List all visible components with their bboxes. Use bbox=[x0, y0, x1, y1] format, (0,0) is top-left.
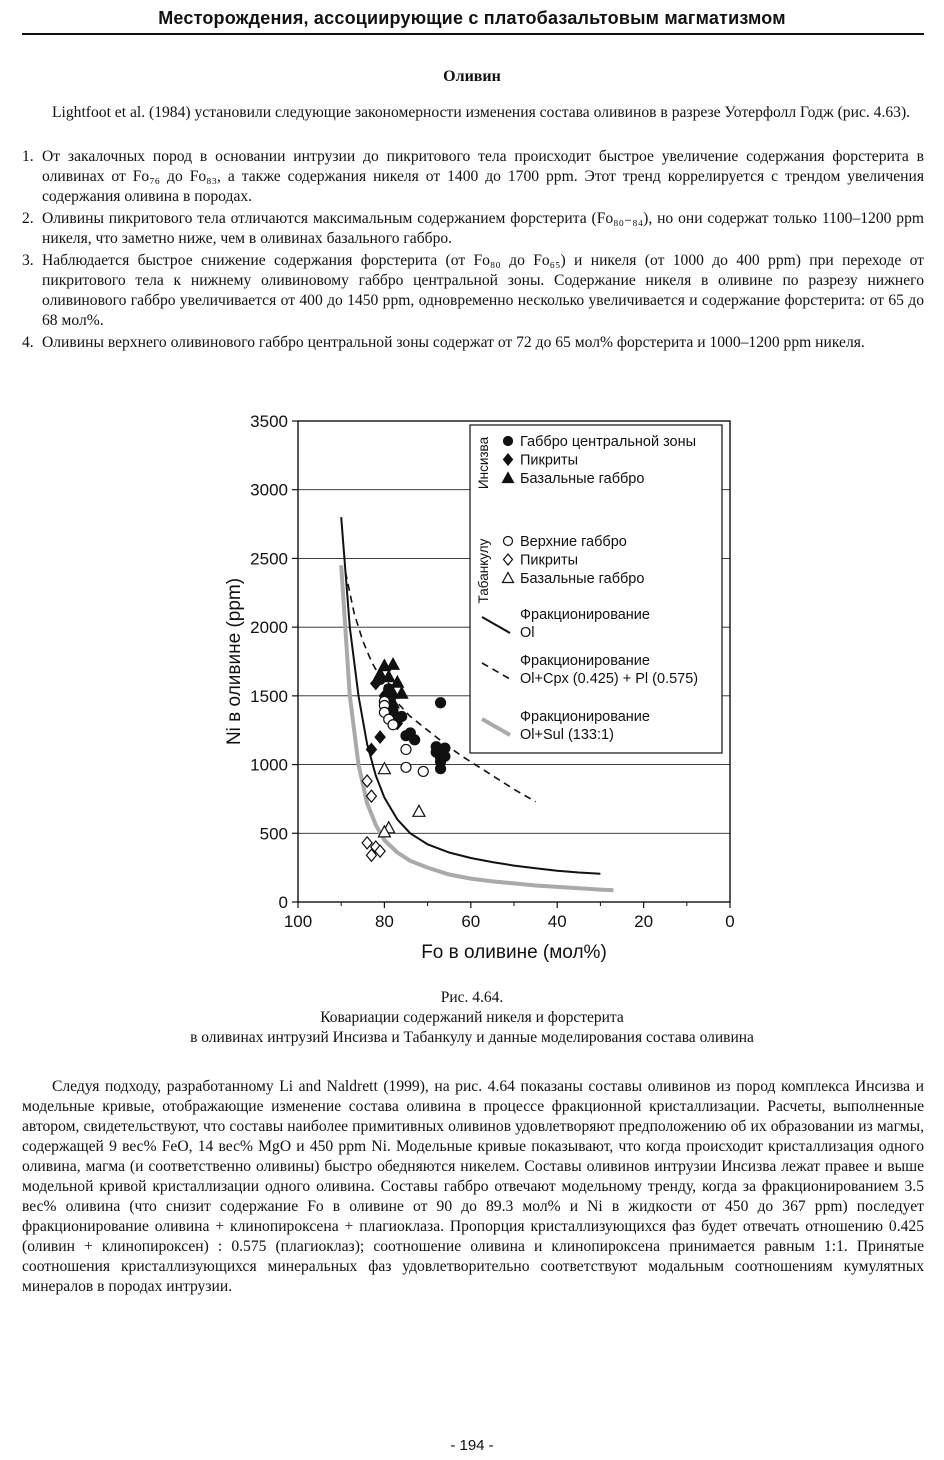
page-number: - 194 - bbox=[450, 1437, 494, 1454]
list-item-text: Наблюдается быстрое снижение содержания форстерита (от Fo₈₀ до Fo₆₅) и никеля (от 1000 до 400 ppm) при переходе от пикритового тела к нижнему оливиновому габбро центральной зоны. Содержание никеля в оливине по разрезу нижнего оливинового габбро увеличивается от 400 до 1450 ppm, одновременно несколько увеличивается и содержание форстерита: от 65 до 68 мол%. bbox=[42, 252, 924, 329]
legend-entry-label: Базальные габбро bbox=[520, 471, 645, 487]
running-title: Месторождения, ассоциирующие с платобазальтовым магматизмом bbox=[158, 8, 786, 28]
chart-legend bbox=[470, 425, 722, 753]
legend-marker bbox=[504, 537, 513, 546]
legend-line-label: Фракционирование bbox=[520, 709, 650, 725]
figure-number: Рис. 4.64. bbox=[440, 989, 504, 1006]
y-tick-label: 1500 bbox=[250, 686, 288, 706]
list-item bbox=[22, 333, 924, 353]
list-item-text: Оливины пикритового тела отличаются максимальным содержанием форстерита (Fo₈₀₋₈₄), но они содержат только 1100–1200 ppm никеля, что заметно ниже, чем в оливинах базального габбро. bbox=[42, 210, 924, 247]
legend-entry-label: Пикриты bbox=[520, 552, 579, 569]
findings-list bbox=[22, 147, 924, 355]
intro-paragraph: Lightfoot et al. (1984) установили следующие закономерности изменения состава оливинов в разрезе Уотерфолл Годж (рис. 4.63). bbox=[52, 104, 911, 121]
data-point bbox=[436, 764, 446, 774]
legend-entry-label: Верхние габбро bbox=[520, 534, 627, 550]
data-point bbox=[418, 766, 428, 776]
data-point bbox=[410, 735, 420, 745]
x-tick-label: 20 bbox=[634, 912, 654, 931]
legend-group-label: Табанкулу bbox=[476, 538, 491, 604]
legend-line-label: Ol bbox=[520, 625, 535, 641]
legend-line-label: Фракционирование bbox=[520, 653, 650, 669]
figure-caption bbox=[0, 988, 944, 1048]
legend-entry-label: Пикриты bbox=[520, 452, 579, 469]
legend-entry-label: Базальные габбро bbox=[520, 571, 645, 587]
section-title: Оливин bbox=[443, 68, 501, 85]
legend-entry-label: Габбро центральной зоны bbox=[520, 434, 697, 450]
list-item-number: 1. bbox=[22, 148, 34, 165]
header-rule bbox=[22, 33, 924, 35]
list-item-text: Оливины верхнего оливинового габбро центральной зоны содержат от 72 до 65 мол% форстерита и 1000–1200 ppm никеля. bbox=[42, 334, 865, 351]
list-item-number: 4. bbox=[22, 334, 34, 351]
list-item bbox=[22, 209, 924, 249]
x-axis-label: Fo в оливине (мол%) bbox=[421, 942, 607, 963]
data-point bbox=[388, 720, 398, 730]
list-item-text: От закалочных пород в основании интрузии до пикритового тела происходит быстрое увеличение содержания форстерита в оливинах от Fo₇₆ до Fo₈₃, а также содержания никеля от 1400 до 1700 ppm. Этот тренд коррелируется с трендом увеличения содержания оливина в породах. bbox=[42, 148, 924, 205]
figure-4-64 bbox=[210, 405, 750, 970]
data-point bbox=[413, 805, 425, 816]
legend-line-label: Ol+Sul (133:1) bbox=[520, 727, 614, 743]
legend-group-label: Инсизва bbox=[476, 436, 491, 490]
point-layer bbox=[362, 658, 450, 861]
data-point bbox=[440, 751, 450, 761]
x-tick-label: 0 bbox=[725, 912, 735, 931]
scatter-chart bbox=[210, 405, 750, 970]
y-axis-label: Ni в оливине (ppm) bbox=[224, 577, 245, 746]
x-tick-label: 100 bbox=[283, 912, 313, 931]
data-point bbox=[401, 762, 411, 772]
list-item-number: 3. bbox=[22, 252, 34, 269]
figure-caption-line-1: Ковариации содержаний никеля и форстерита bbox=[320, 1009, 624, 1026]
y-tick-label: 3000 bbox=[250, 480, 288, 500]
figure-caption-line-2: в оливинах интрузий Инсизва и Табанкулу и данные моделирования состава оливина bbox=[190, 1029, 754, 1046]
data-point bbox=[401, 744, 411, 754]
x-tick-label: 80 bbox=[374, 912, 394, 931]
data-point bbox=[396, 687, 408, 698]
x-tick-label: 60 bbox=[461, 912, 481, 931]
y-tick-label: 0 bbox=[278, 893, 288, 912]
y-tick-label: 2000 bbox=[250, 618, 288, 638]
y-tick-label: 500 bbox=[259, 824, 288, 844]
y-tick-label: 1000 bbox=[250, 755, 288, 775]
list-item bbox=[22, 147, 924, 207]
data-point bbox=[375, 731, 385, 743]
body-paragraph: Следуя подходу, разработанному Li and Naldrett (1999), на рис. 4.64 показаны составы оливинов из пород комплекса Инсизва и модельные кривые, отображающие изменение состава оливина в процессе фракционной кристаллизации. Расчеты, выполненные автором, свидетельствуют, что составы наиболее примитивных оливинов удовлетворяют предположению об их образовании из магмы, содержащей 9 вес% FeO, 14 вес% MgO и 450 ppm Ni. Модельные кривые показывают, что когда происходит кристаллизация одного оливина, магма (и соответственно оливины) быстро обедняются никелем. Составы оливинов интрузии Инсизва лежат правее и выше модельной кривой кристаллизации одного оливина. Составы габбро отвечают модельному тренду, когда за фракционированием 3.5 вес% оливина (что снизит содержание Fo в оливине от 90 до 89.3 мол% и Ni в жидкости от 450 до 367 ppm) последует фракционирование оливина + клинопироксена + плагиоклаза. Пропорция кристаллизующихся фаз будет отвечать отношению 0.425 (оливин + клинопироксен) : 0.575 (плагиоклаз); соотношение оливина и клинопироксена принимается равным 1:1. Принятые соотношения кристаллизующихся минеральных фаз удовлетворительно соответствуют модальным соотношениям кумулятных минералов в породах интрузии. bbox=[22, 1078, 924, 1295]
legend-line-label: Фракционирование bbox=[520, 607, 650, 623]
legend-line-label: Ol+Cpx (0.425) + Pl (0.575) bbox=[520, 671, 699, 687]
list-item-number: 2. bbox=[22, 210, 34, 227]
list-item bbox=[22, 251, 924, 331]
y-tick-label: 2500 bbox=[250, 549, 288, 569]
y-tick-label: 3500 bbox=[250, 412, 288, 431]
data-point bbox=[436, 698, 446, 708]
legend-marker bbox=[504, 437, 513, 446]
x-tick-label: 40 bbox=[547, 912, 567, 931]
data-point bbox=[387, 658, 399, 669]
